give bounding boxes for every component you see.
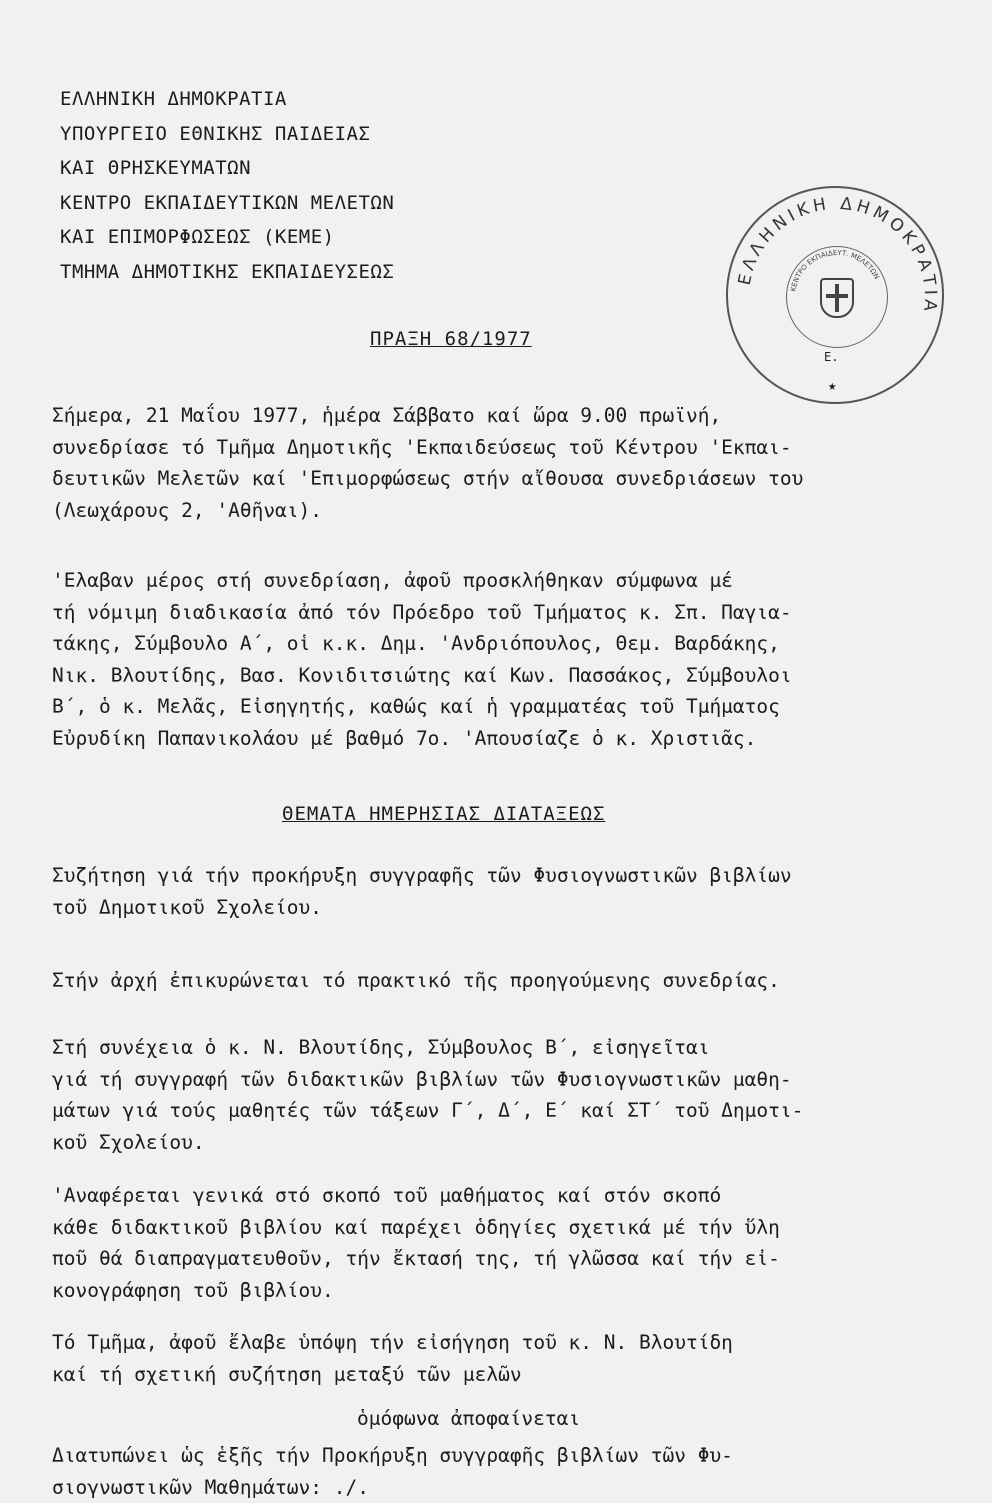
seal-number: Ε. bbox=[824, 350, 839, 364]
paragraph-announcement: Διατυπώνει ὡς ἑξῆς τήν Προκήρυξη συγγραφῆς βιβλίων τῶν Φυ- σιογνωστικῶν Μαθημάτων: ./. bbox=[52, 1444, 733, 1499]
coat-of-arms-icon bbox=[820, 278, 854, 318]
paragraph-proposal: Στή συνέχεια ὁ κ. Ν. Βλουτίδης, Σύμβουλος Β΄, εἰσηγεῖται γιά τή συγγραφή τῶν διδακτικῶν βιβλίων τῶν Φυσιογνωστικῶν μαθη- μάτων γιά τούς μαθητές τῶν τάξεων Γ΄, Δ΄, Ε΄ καί ΣΤ΄ τοῦ Δημοτι- κοῦ Σχολείου. bbox=[52, 1036, 804, 1154]
paragraph-session: Σήμερα, 21 Μαΐου 1977, ἡμέρα Σάββατο καί ὥρα 9.00 πρωϊνή, συνεδρίασε τό Τμῆμα Δημοτικῆς 'Εκπαιδεύσεως τοῦ Κέντρου 'Εκπαι- δευτικῶν Μελετῶν καί 'Επιμορφώσεως στήν αἴθουσα συνεδριάσεων του (Λεωχάρους 2, 'Αθῆναι). bbox=[52, 404, 804, 522]
letterhead-line: ΚΑΙ ΘΡΗΣΚΕΥΜΑΤΩΝ bbox=[60, 157, 252, 179]
seal-outer-text: ΕΛΛΗΝΙΚΗ ΔΗΜΟΚΡΑΤΙΑ bbox=[734, 193, 941, 317]
star-icon: ★ bbox=[828, 378, 837, 394]
agenda-heading: ΘΕΜΑΤΑ ΗΜΕΡΗΣΙΑΣ ΔΙΑΤΑΞΕΩΣ bbox=[282, 803, 606, 825]
decision-line: ὁμόφωνα ἀποφαίνεται bbox=[357, 1407, 581, 1430]
letterhead-line: ΥΠΟΥΡΓΕΙΟ ΕΘΝΙΚΗΣ ΠΑΙΔΕΙΑΣ bbox=[60, 122, 371, 145]
letterhead-line: ΤΜΗΜΑ ΔΗΜΟΤΙΚΗΣ ΕΚΠΑΙΔΕΥΣΕΩΣ bbox=[60, 260, 395, 283]
letterhead bbox=[60, 82, 394, 289]
paragraph-attendees: 'Ελαβαν μέρος στή συνεδρίαση, ἀφοῦ προσκλήθηκαν σύμφωνα μέ τή νόμιμη διαδικασία ἀπό τόν Πρόεδρο τοῦ Τμήματος κ. Σπ. Παγια- τάκης, Σύμβουλο Α΄, οἱ κ.κ. Δημ. 'Ανδριόπουλος, Θεμ. Βαρδάκης, Νικ. Βλουτίδης, Βασ. Κονιδιτσιώτης καί Κων. Πασσάκος, Σύμβουλοι Β΄, ὁ κ. Μελᾶς, Εἰσηγητής, καθώς καί ἡ γραμματέας τοῦ Τμήματος Εὐρυδίκη Παπανικολάου μέ βαθμό 7ο. 'Απουσίαζε ὁ κ. Χριστιᾶς. bbox=[52, 569, 792, 750]
document-title: ΠΡΑΞΗ 68/1977 bbox=[370, 328, 532, 350]
letterhead-line: ΚΑΙ ΕΠΙΜΟΡΦΩΣΕΩΣ (ΚΕΜΕ) bbox=[60, 226, 335, 248]
paragraph-committee: Τό Τμῆμα, ἀφοῦ ἔλαβε ὑπόψη τήν εἰσήγηση τοῦ κ. Ν. Βλουτίδη καί τή σχετική συζήτηση μεταξύ τῶν μελῶν bbox=[52, 1331, 733, 1386]
paragraph-ratification: Στήν ἀρχή ἐπικυρώνεται τό πρακτικό τῆς προηγούμενης συνεδρίας. bbox=[52, 969, 780, 992]
paragraph-agenda: Συζήτηση γιά τήν προκήρυξη συγγραφῆς τῶν Φυσιογνωστικῶν βιβλίων τοῦ Δημοτικοῦ Σχολείου. bbox=[52, 864, 792, 919]
official-seal bbox=[726, 186, 944, 404]
letterhead-line: ΚΕΝΤΡΟ ΕΚΠΑΙΔΕΥΤΙΚΩΝ ΜΕΛΕΤΩΝ bbox=[60, 191, 395, 214]
paragraph-purpose: 'Αναφέρεται γενικά στό σκοπό τοῦ μαθήματος καί στόν σκοπό κάθε διδακτικοῦ βιβλίου καί παρέχει ὁδηγίες σχετικά μέ τήν ὕλη ποῦ θά διαπραγματευθοῦν, τήν ἔκτασή της, τή γλῶσσα καί τήν εἰ- κονογράφηση τοῦ βιβλίου. bbox=[52, 1184, 780, 1302]
seal-inner-text: ΚΕΝΤΡΟ ΕΚΠΑΙΔΕΥΤ. ΜΕΛΕΤΩΝ bbox=[789, 248, 881, 293]
letterhead-line: ΕΛΛΗΝΙΚΗ ΔΗΜΟΚΡΑΤΙΑ bbox=[60, 88, 287, 110]
